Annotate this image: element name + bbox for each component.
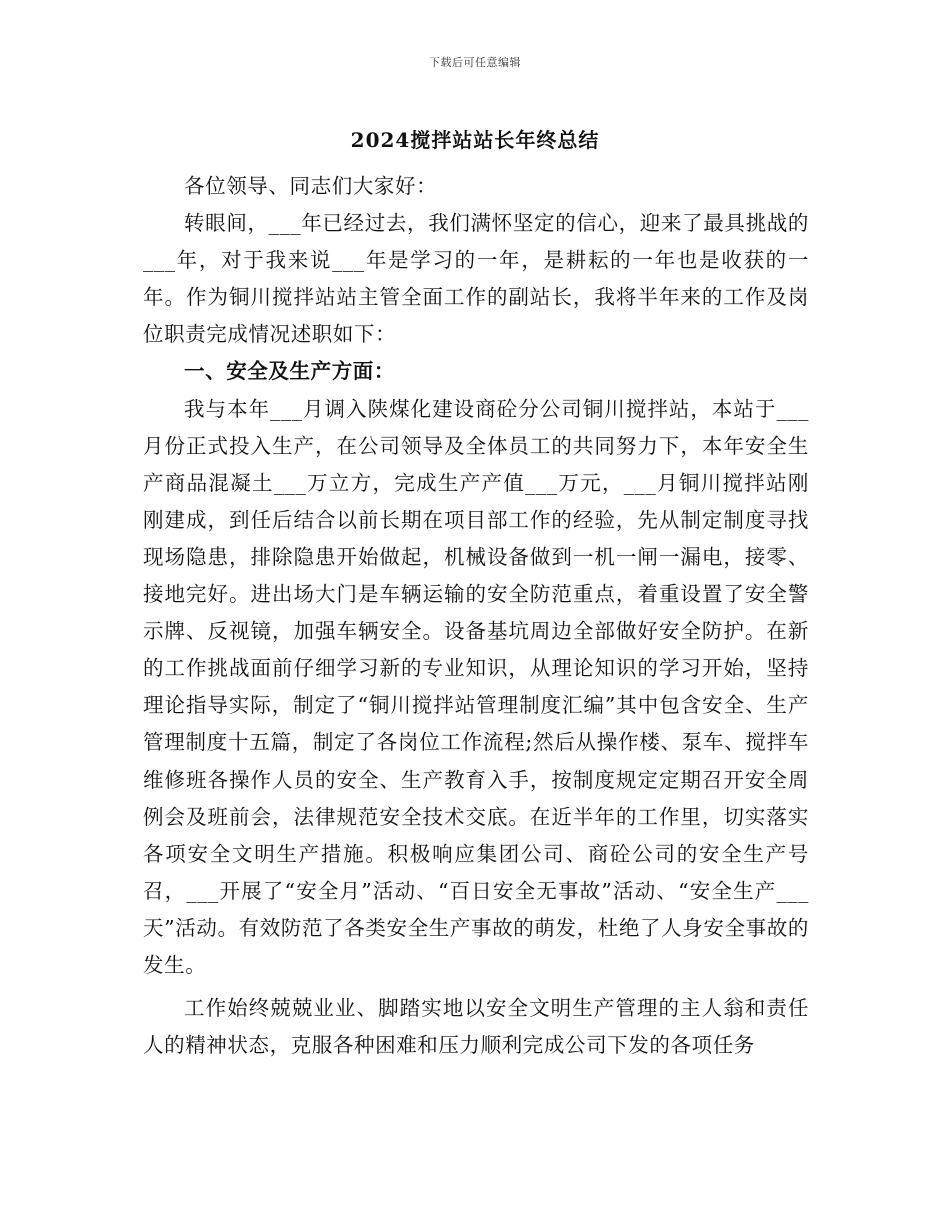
paragraph-intro: 转眼间，___年已经过去，我们满怀坚定的信心，迎来了最具挑战的___年，对于我来说___年是学习的一年，是耕耘的一年也是收获的一年。作为铜川搅拌站站主管全面工作的副站长，我将半年来的工作及岗位职责完成情况述职如下： [143, 211, 809, 347]
document-title: 2024搅拌站站长年终总结 [350, 128, 600, 152]
paragraph-safety-production: 我与本年___月调入陕煤化建设商砼分公司铜川搅拌站，本站于___月份正式投入生产，在公司领导及全体员工的共同努力下，本年安全生产商品混凝土___万立方，完成生产产值___万元，___月铜川搅拌站刚刚建成，到任后结合以前长期在项目部工作的经验，先从制定制度寻找现场隐患，排除隐患开始做起，机械设备做到一机一闸一漏电，接零、接地完好。进出场大门是车辆运输的安全防范重点，着重设置了安全警示牌、反视镜，加强车辆安全。设备基坑周边全部做好安全防护。在新的工作挑战面前仔细学习新的专业知识，从理论知识的学习开始，坚持理论指导实际，制定了“铜川搅拌站管理制度汇编”其中包含安全、生产管理制度十五篇，制定了各岗位工作流程;然后从操作楼、泵车、搅拌车维修班各操作人员的安全、生产教育入手，按制度规定定期召开安全周例会及班前会，法律规范安全技术交底。在近半年的工作里，切实落实各项安全文明生产措施。积极响应集团公司、商砼公司的安全生产号召，___开展了“安全月”活动、“百日安全无事故”活动、“安全生产___天”活动。有效防范了各类安全生产事故的萌发，杜绝了人身安全事故的发生。 [143, 396, 809, 977]
section-heading-safety: 一、安全及生产方面： [184, 359, 395, 384]
paragraph-greeting: 各位领导、同志们大家好： [184, 174, 438, 198]
paragraph-work-attitude: 工作始终兢兢业业、脚踏实地以安全文明生产管理的主人翁和责任人的精神状态，克服各种困难和压力顺利完成公司下发的各项任务 [143, 996, 809, 1058]
document-body [143, 168, 809, 1064]
header-note: 下载后可任意编辑 [429, 56, 521, 69]
